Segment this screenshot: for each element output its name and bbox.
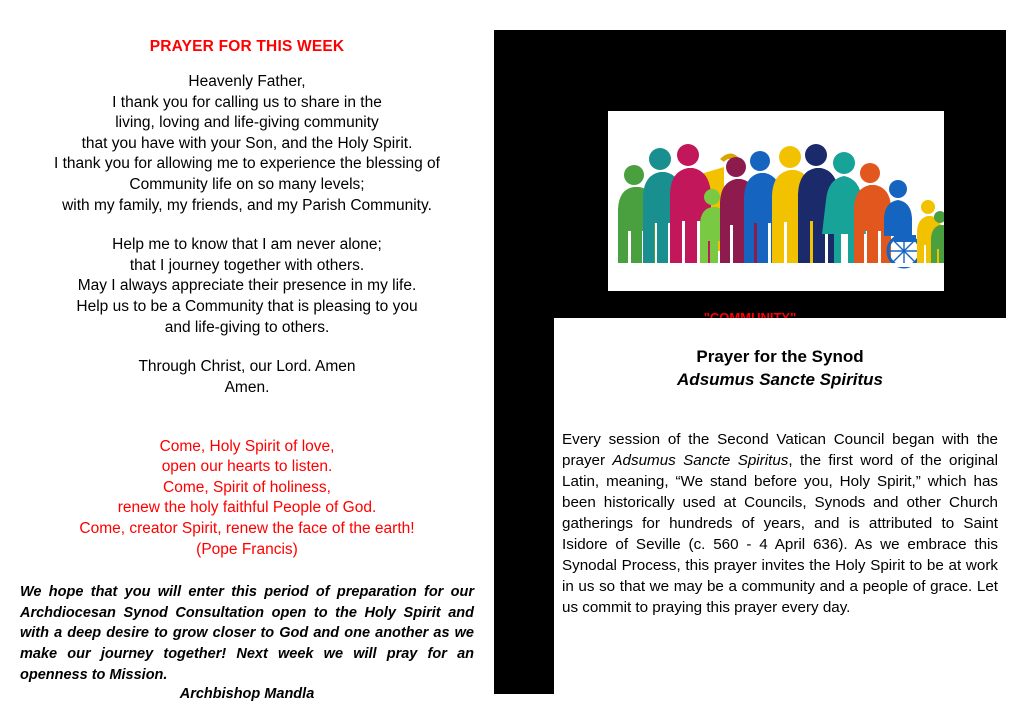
red-prayer-attribution: (Pope Francis) (196, 540, 298, 558)
synod-prayer-panel (554, 318, 1006, 694)
page-title: PRAYER FOR THIS WEEK (149, 38, 345, 55)
prayer-line: Through Christ, our Lord. Amen (138, 358, 356, 376)
prayer-line: I thank you for calling us to share in the (112, 93, 382, 111)
red-prayer-line: open our hearts to listen. (161, 458, 333, 476)
synod-body-italic: Adsumus Sancte Spiritus (612, 451, 789, 469)
prayer-line: Amen. (224, 378, 270, 396)
prayer-line: living, loving and life-giving community (115, 114, 379, 132)
stanza-spacer (18, 338, 476, 357)
synod-title: Prayer for the Synod (696, 347, 864, 366)
prayer-stanza-1 (18, 72, 476, 216)
prayer-line: May I always appreciate their presence in my life. (77, 277, 417, 295)
synod-body (562, 430, 998, 619)
red-prayer-line: Come, Holy Spirit of love, (159, 437, 335, 455)
prayer-line: Community life on so many levels; (129, 176, 365, 194)
stanza-spacer (18, 418, 476, 437)
prayer-line: that I journey together with others. (129, 256, 365, 274)
left-column (0, 0, 494, 724)
synod-body-part2: , the first word of the original Latin, meaning, “We stand before you, Holy Spirit,” which has been historically used at Councils, Synods and other Church gatherings for hundreds of years, and is attributed to Saint Isidore of Seville (c. 560 - 4 April 636). As we embrace this Synodal Process, this prayer invites the Holy Spirit to be at work in us so that we may be a community and a people of grace. Let us commit to praying this prayer every day. (562, 451, 998, 616)
synod-subtitle: Adsumus Sancte Spiritus (677, 369, 883, 389)
prayer-line: I thank you for allowing me to experience the blessing of (53, 155, 440, 173)
prayer-line: Heavenly Father, (188, 73, 306, 90)
closing-signature: Archbishop Mandla (179, 686, 315, 703)
prayer-line: and life-giving to others. (164, 318, 330, 336)
stanza-spacer (18, 399, 476, 418)
prayer-stanza-3 (18, 357, 476, 398)
red-prayer-line: Come, Spirit of holiness, (163, 478, 331, 496)
red-prayer-line: renew the holy faithful People of God. (117, 499, 377, 517)
red-prayer-line: Come, creator Spirit, renew the face of the earth! (79, 519, 415, 537)
community-illustration (608, 111, 944, 291)
right-column (494, 30, 1006, 694)
prayer-line: Help me to know that I am never alone; (112, 236, 382, 254)
prayer-line: that you have with your Son, and the Holy Spirit. (81, 134, 413, 152)
prayer-line: Help us to be a Community that is pleasing to you (76, 298, 418, 316)
prayer-line: with my family, my friends, and my Parish Community. (62, 196, 432, 214)
closing-note: We hope that you will enter this period of preparation for our Archdiocesan Synod Consultation open to the Holy Spirit and with a deep desire to grow closer to God and one another as we make our journey together! Next week we will pray for an openness to Mission. (20, 584, 474, 683)
pope-francis-prayer (18, 437, 476, 561)
stanza-spacer (18, 216, 476, 235)
prayer-stanza-2 (18, 235, 476, 338)
synod-body-part1: Every session of the Second Vatican Council began with the prayer (562, 430, 998, 469)
people-silhouettes-icon (608, 111, 944, 291)
